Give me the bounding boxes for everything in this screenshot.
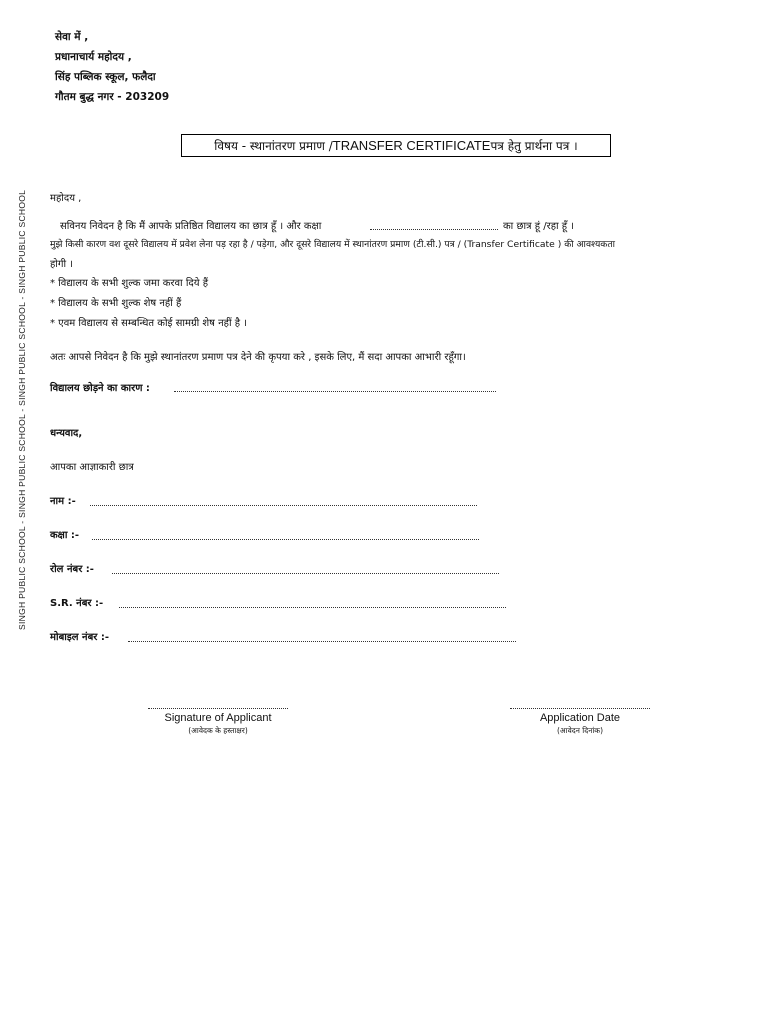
application-date-sub: (आवेदन दिनांक) [556,726,603,735]
obedient-text: आपका आज्ञाकारी छात्र [50,462,134,473]
bullet-3: * एवम विद्यालय से सम्बन्धित कोई सामग्री शेष नहीं है । [50,318,248,329]
applicant-signature-label: Signature of Applicant [164,712,272,724]
subject-english: TRANSFER CERTIFICATE [332,138,491,153]
application-date-line[interactable] [510,708,650,709]
name-blank-line[interactable] [90,505,477,506]
name-label: नाम :- [50,496,76,507]
mobile-blank-line[interactable] [128,641,516,642]
address-line-1: सेवा में , [55,31,89,43]
reason-blank-line[interactable] [174,391,496,392]
para1-start: सविनय निवेदन है कि मैं आपके प्रतिष्ठित विद्यालय का छात्र हूँ । और कक्षा [60,221,322,232]
request-paragraph: अतः आपसे निवेदन है कि मुझे स्थानांतरण प्रमाण पत्र देने की कृपया करे , इसके लिए, मैं सदा आपका आभारी रहूँगा। [50,352,466,363]
address-line-3: सिंह पब्लिक स्कूल, फलैदा [55,71,156,83]
roll-blank-line[interactable] [112,573,499,574]
class-label: कक्षा :- [50,530,80,541]
thanks-text: धन्यवाद, [50,428,83,439]
class-field-blank-line[interactable] [92,539,479,540]
subject-prefix: विषय - स्थानांतरण प्रमाण / [214,139,333,153]
bullet-1: * विद्यालय के सभी शुल्क जमा करवा दिये हैं [50,278,209,289]
applicant-signature-line[interactable] [148,708,288,709]
applicant-signature-sub: (आवेदक के हस्ताक्षर) [188,726,248,735]
subject-box [181,134,611,157]
para2-line2: होगी । [50,259,74,270]
address-line-4: गौतम बुद्ध नगर - 203209 [55,91,170,103]
bullet-2: * विद्यालय के सभी शुल्क शेष नहीं हैं [50,298,182,309]
salutation: महोदय , [50,193,82,204]
reason-label: विद्यालय छोड़ने का कारण : [50,383,150,394]
address-line-2: प्रधानाचार्य महोदय , [55,51,132,63]
roll-label: रोल नंबर :- [50,564,94,575]
subject-suffix: पत्र हेतु प्रार्थना पत्र । [490,139,578,153]
sr-label: S.R. नंबर :- [50,598,104,609]
application-date-label: Application Date [539,712,621,724]
para1-end: का छात्र हूं /रहा हूँ । [503,221,575,232]
sr-blank-line[interactable] [119,607,506,608]
para2-line1: मुझे किसी कारण वश दूसरे विद्यालय में प्रवेश लेना पड़ रहा है / पड़ेगा, और दूसरे विद्यालय में स्थानांतरण प्रमाण (टी.सी.) पत्र / (Transfer Certificate ) की आवश्यकता [50,239,615,250]
class-blank-line[interactable] [370,229,498,230]
side-watermark-text: SINGH PUBLIC SCHOOL - SINGH PUBLIC SCHOOL - SINGH PUBLIC SCHOOL - SINGH PUBLIC SCHOOL [17,189,27,630]
mobile-label: मोबाइल नंबर :- [50,632,110,643]
